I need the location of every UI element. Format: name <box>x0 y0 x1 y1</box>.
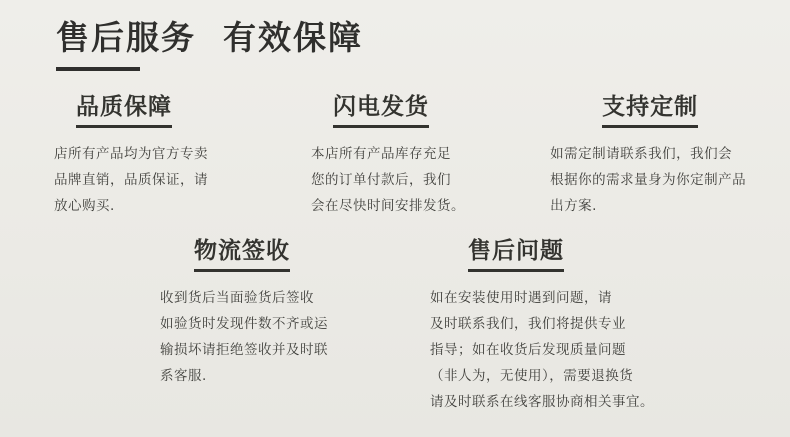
section-line: 本店所有产品库存充足 <box>310 146 451 162</box>
section-line: 会在尽快时间安排发货。 <box>310 198 465 214</box>
section-line: 根据你的需求量身为你定制产品 <box>550 172 747 188</box>
section-after-sales-issues <box>418 236 710 415</box>
section-line: 及时联系我们，我们将提供专业 <box>430 316 626 332</box>
section-line: （非人为，无使用），需要退换货 <box>430 368 634 384</box>
bottom-sections-row <box>150 236 710 415</box>
section-line: 店所有产品均为官方专卖 <box>54 146 208 162</box>
section-body <box>54 141 305 219</box>
title-underline <box>56 67 140 71</box>
section-line: 输损坏请拒绝签收并及时联 <box>160 342 328 358</box>
section-line: 品牌直销，品质保证，请 <box>54 172 208 188</box>
section-body <box>311 141 550 219</box>
section-line: 如需定制请联系我们，我们会 <box>550 146 733 162</box>
section-title: 闪电发货 <box>333 92 429 128</box>
section-title: 物流签收 <box>194 236 290 272</box>
section-customization-support <box>550 92 756 219</box>
section-line: 系客服. <box>160 368 207 384</box>
section-line: 指导；如在收货后发现质量问题 <box>430 342 626 358</box>
section-line: 请及时联系在线客服协商相关事宜。 <box>430 394 654 410</box>
section-line: 出方案. <box>550 198 597 214</box>
section-body <box>550 141 756 219</box>
section-body <box>160 285 418 389</box>
section-line: 放心购买. <box>54 198 115 214</box>
section-logistics-signing <box>150 236 418 415</box>
section-title: 售后问题 <box>468 236 564 272</box>
section-title: 品质保障 <box>76 92 172 128</box>
section-quality-guarantee <box>40 92 305 219</box>
section-title: 支持定制 <box>602 92 698 128</box>
section-line: 如验货时发现件数不齐或运 <box>160 316 328 332</box>
top-sections-row <box>40 92 756 219</box>
section-body <box>430 285 710 415</box>
page-header <box>56 16 363 71</box>
page-title: 售后服务 有效保障 <box>56 18 363 57</box>
section-line: 如在安装使用时遇到问题，请 <box>430 290 612 306</box>
section-line: 您的订单付款后，我们 <box>310 172 451 188</box>
section-line: 收到货后当面验货后签收 <box>160 290 314 306</box>
section-fast-shipping <box>305 92 550 219</box>
